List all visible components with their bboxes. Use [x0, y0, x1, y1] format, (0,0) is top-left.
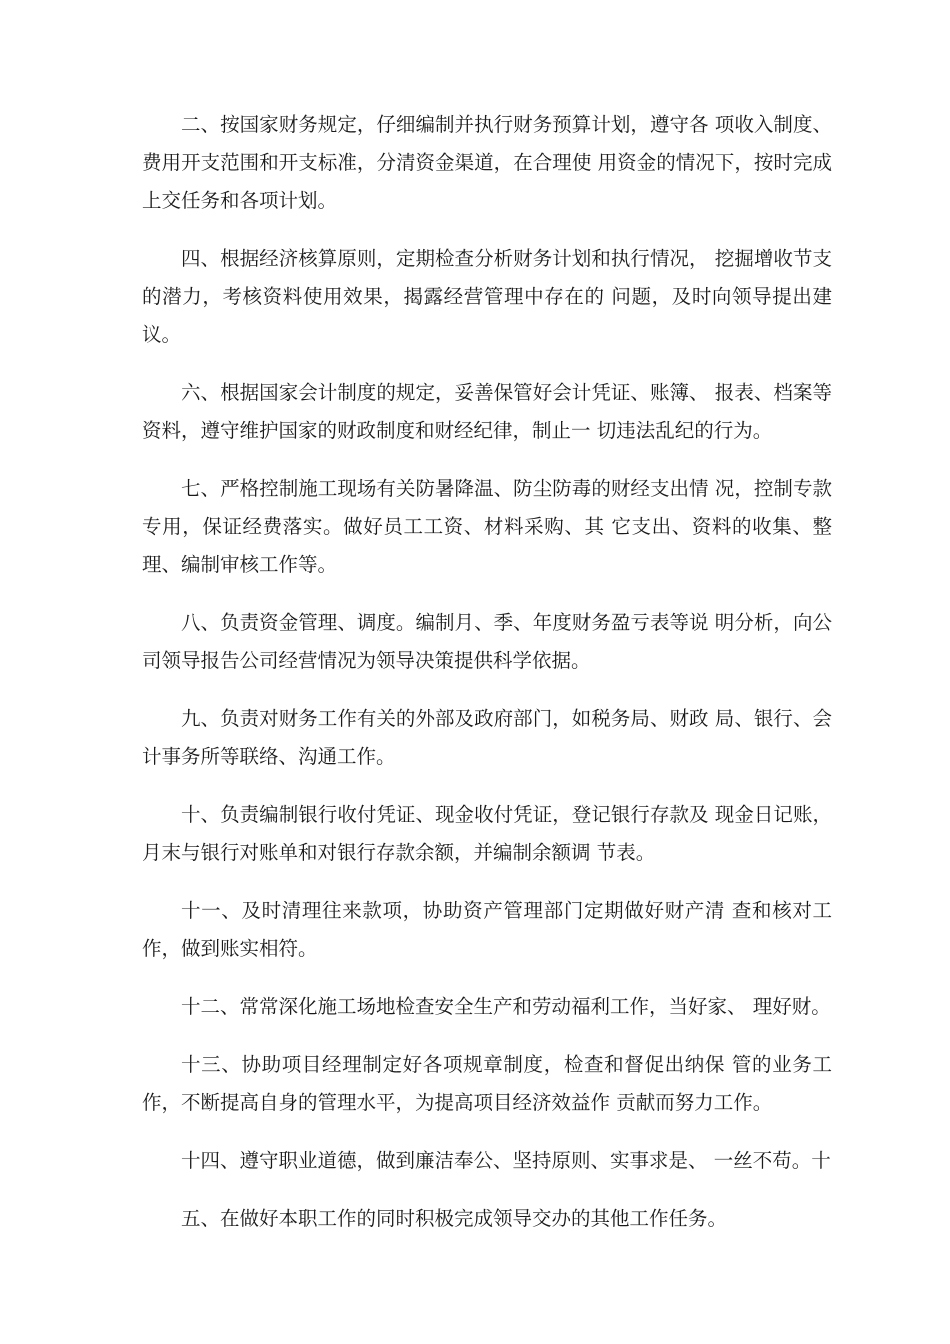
paragraph-9: 九、负责对财务工作有关的外部及政府部门，如税务局、财政 局、银行、会计事务所等联络、沟通工作。	[142, 707, 832, 768]
paragraph-6: 六、根据国家会计制度的规定，妥善保管好会计凭证、账簿、 报表、档案等资料，遵守维护国家的财政制度和财经纪律，制止一 切违法乱纪的行为。	[142, 381, 832, 442]
paragraph-8: 八、负责资金管理、调度。编制月、季、年度财务盈亏表等说 明分析，向公司领导报告公司经营情况为领导决策提供科学依据。	[142, 611, 832, 672]
paragraph-11: 十一、及时清理往来款项，协助资产管理部门定期做好财产清 查和核对工作，做到账实相符。	[142, 899, 832, 960]
paragraph-12: 十二、常常深化施工场地检查安全生产和劳动福利工作，当好家、 理好财。	[181, 995, 831, 1018]
paragraph-7: 七、严格控制施工现场有关防暑降温、防尘防毒的财经支出情 况，控制专款专用，保证经费落实。做好员工工资、材料采购、其 它支出、资料的收集、整理、编制审核工作等。	[142, 477, 832, 576]
paragraph-15: 五、在做好本职工作的同时积极完成领导交办的其他工作任务。	[181, 1207, 728, 1230]
paragraph-10: 十、负责编制银行收付凭证、现金收付凭证，登记银行存款及 现金日记账，月末与银行对账单和对银行存款余额，并编制余额调 节表。	[142, 803, 832, 864]
paragraph-13: 十三、协助项目经理制定好各项规章制度，检查和督促出纳保 管的业务工作，不断提高自身的管理水平，为提高项目经济效益作 贡献而努力工作。	[142, 1053, 832, 1114]
paragraph-14: 十四、遵守职业道德，做到廉洁奉公、坚持原则、实事求是、 一丝不苟。十	[181, 1149, 831, 1172]
paragraph-2: 二、按国家财务规定，仔细编制并执行财务预算计划，遵守各 项收入制度、费用开支范围和开支标准，分清资金渠道，在合理使 用资金的情况下，按时完成上交任务和各项计划。	[142, 113, 832, 212]
paragraph-4: 四、根据经济核算原则，定期检查分析财务计划和执行情况， 挖掘增收节支的潜力，考核资料使用效果，揭露经营管理中存在的 问题，及时向领导提出建议。	[142, 247, 832, 346]
document-body	[142, 106, 832, 1258]
